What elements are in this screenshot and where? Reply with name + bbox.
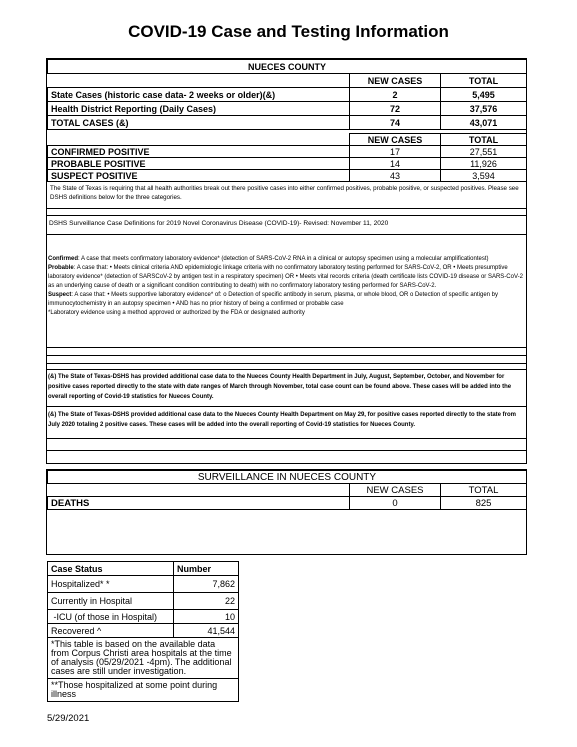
divider <box>46 406 527 407</box>
col-case-status: Case Status <box>48 562 174 576</box>
surveillance-header-row <box>48 471 527 484</box>
row-new: 74 <box>350 116 441 130</box>
state-data-note-b: (&) The State of Texas-DSHS provided additional case data to the Nueces County Health Department on May 29, for positive cases reported directly to the state from July 2020 totaling 2 positive cases. These cases will be added into the overall reporting of Covid-19 statistics for Nueces County. <box>48 412 516 428</box>
hospitalized-note: **Those hospitalized at some point during illness <box>48 679 239 702</box>
row-value: 41,544 <box>174 624 239 638</box>
col-new-cases: NEW CASES <box>350 74 441 88</box>
case-status-note-row <box>48 679 239 702</box>
case-status-note: *This table is based on the available data from Corpus Christi area hospitals at the time of analysis (05/29/2021 -4pm). The additional cases are still under investigation. <box>48 638 239 679</box>
page-title: COVID-19 Case and Testing Information <box>128 22 449 41</box>
row-total: 3,594 <box>441 170 527 182</box>
confirmed-definition <box>48 255 523 264</box>
positives-table <box>47 133 527 182</box>
table-row <box>48 610 239 624</box>
row-label: Currently in Hospital <box>48 593 174 610</box>
table-row <box>48 170 527 182</box>
row-label: PROBABLE POSITIVE <box>48 158 350 170</box>
surveillance-header: SURVEILLANCE IN NUECES COUNTY <box>48 471 527 484</box>
row-new: 2 <box>350 88 441 102</box>
divider <box>46 234 527 235</box>
lab-evidence-note: *Laboratory evidence using a method approved or authorized by the FDA or designated authority <box>48 310 305 316</box>
col-new-cases: NEW CASES <box>350 134 441 146</box>
row-new: 43 <box>350 170 441 182</box>
deaths-label: DEATHS <box>48 497 350 510</box>
suspect-text: : A case that: • Meets supportive laboratory evidence* of: o Detection of specific antibody in serum, plasma, or whole blood, OR o Detection of specific antigen by immunocytochemistry in an autopsy specimen • AND has no prior history of being a confirmed or probable case <box>48 292 499 307</box>
row-label: TOTAL CASES (&) <box>48 116 350 130</box>
table-row <box>48 158 527 170</box>
row-label: CONFIRMED POSITIVE <box>48 146 350 158</box>
row-new: 17 <box>350 146 441 158</box>
deaths-total: 825 <box>441 497 527 510</box>
col-total: TOTAL <box>441 74 527 88</box>
blank-cell <box>48 134 350 146</box>
divider <box>46 450 527 451</box>
table-row <box>48 497 527 510</box>
row-label: SUSPECT POSITIVE <box>48 170 350 182</box>
row-label: -ICU (of those in Hospital) <box>48 610 174 624</box>
footer-date: 5/29/2021 <box>47 713 90 724</box>
probable-text: : A case that: • Meets clinical criteria AND epidemiologic linkage criteria with no confirmatory laboratory testing performed for SARS-CoV-2, OR • Meets presumptive laboratory evidence* (detection of SARSCoV-2 by antigen test in a respiratory specimen) OR • Meets vital records criteria (death certificate lists COVID-19 disease or SARS-CoV-2 as an underlying cause of death or a significant condition contributing to death) with no confirmatory laboratory testing performed for SARS-CoV-2. <box>48 265 523 289</box>
divider <box>46 355 527 356</box>
surveillance-col-header-row <box>48 484 527 497</box>
positives-note: The State of Texas is requiring that all health authorities break out there positive cases into either confirmed positives, probable positive, or suspected positives. Please see DSHS definitions below for the three categories. <box>50 185 519 201</box>
table-row <box>48 593 239 610</box>
row-label: State Cases (historic case data- 2 weeks or older)(&) <box>48 88 350 102</box>
row-new: 72 <box>350 102 441 116</box>
divider <box>46 369 527 370</box>
county-col-header-row <box>48 74 527 88</box>
table-row <box>48 146 527 158</box>
case-status-header-row <box>48 562 239 576</box>
case-status-table <box>47 561 239 702</box>
county-header-row <box>48 60 527 74</box>
table-row <box>48 576 239 593</box>
definitions-body <box>48 255 523 318</box>
divider <box>46 363 527 364</box>
table-row <box>48 88 527 102</box>
col-new-cases: NEW CASES <box>350 484 441 497</box>
row-label: Hospitalized* * <box>48 576 174 593</box>
divider <box>46 438 527 439</box>
col-number: Number <box>174 562 239 576</box>
col-total: TOTAL <box>441 484 527 497</box>
suspect-label: Suspect <box>48 292 72 298</box>
suspect-definition <box>48 291 523 309</box>
surveillance-table <box>47 470 527 510</box>
divider <box>46 215 527 216</box>
positives-col-header-row <box>48 134 527 146</box>
probable-label: Probable <box>48 265 74 271</box>
row-total: 37,576 <box>441 102 527 116</box>
case-status-note-row <box>48 638 239 679</box>
row-value: 10 <box>174 610 239 624</box>
row-total: 11,926 <box>441 158 527 170</box>
definitions-title: DSHS Surveillance Case Definitions for 2019 Novel Coronavirus Disease (COVID-19)- Revised: November 11, 2020 <box>49 220 389 227</box>
row-label: Health District Reporting (Daily Cases) <box>48 102 350 116</box>
blank-cell <box>48 484 350 497</box>
row-value: 7,862 <box>174 576 239 593</box>
row-label: Recovered ^ <box>48 624 174 638</box>
blank-cell <box>48 74 350 88</box>
deaths-new: 0 <box>350 497 441 510</box>
row-total: 5,495 <box>441 88 527 102</box>
row-total: 43,071 <box>441 116 527 130</box>
table-row <box>48 624 239 638</box>
divider <box>46 208 527 209</box>
row-total: 27,551 <box>441 146 527 158</box>
confirmed-label: Confirmed <box>48 256 78 262</box>
confirmed-text: : A case that meets confirmatory laboratory evidence* (detection of SARS-CoV-2 RNA in a clinical or autopsy specimen using a molecular amplificationtest) <box>78 256 489 262</box>
col-total: TOTAL <box>441 134 527 146</box>
table-row <box>48 102 527 116</box>
probable-definition <box>48 264 523 291</box>
state-data-note-a: (&) The State of Texas-DSHS has provided additional case data to the Nueces County Health Department in July, August, September, October, and November for positive cases reported directly to the state with date ranges of March through November, total case count can be found above. These cases will be added into the overall reporting of Covid-19 statistics for Nueces County. <box>48 374 512 400</box>
county-case-table <box>47 59 527 130</box>
row-new: 14 <box>350 158 441 170</box>
row-value: 22 <box>174 593 239 610</box>
county-header: NUECES COUNTY <box>48 60 527 74</box>
divider <box>46 347 527 348</box>
table-row <box>48 116 527 130</box>
